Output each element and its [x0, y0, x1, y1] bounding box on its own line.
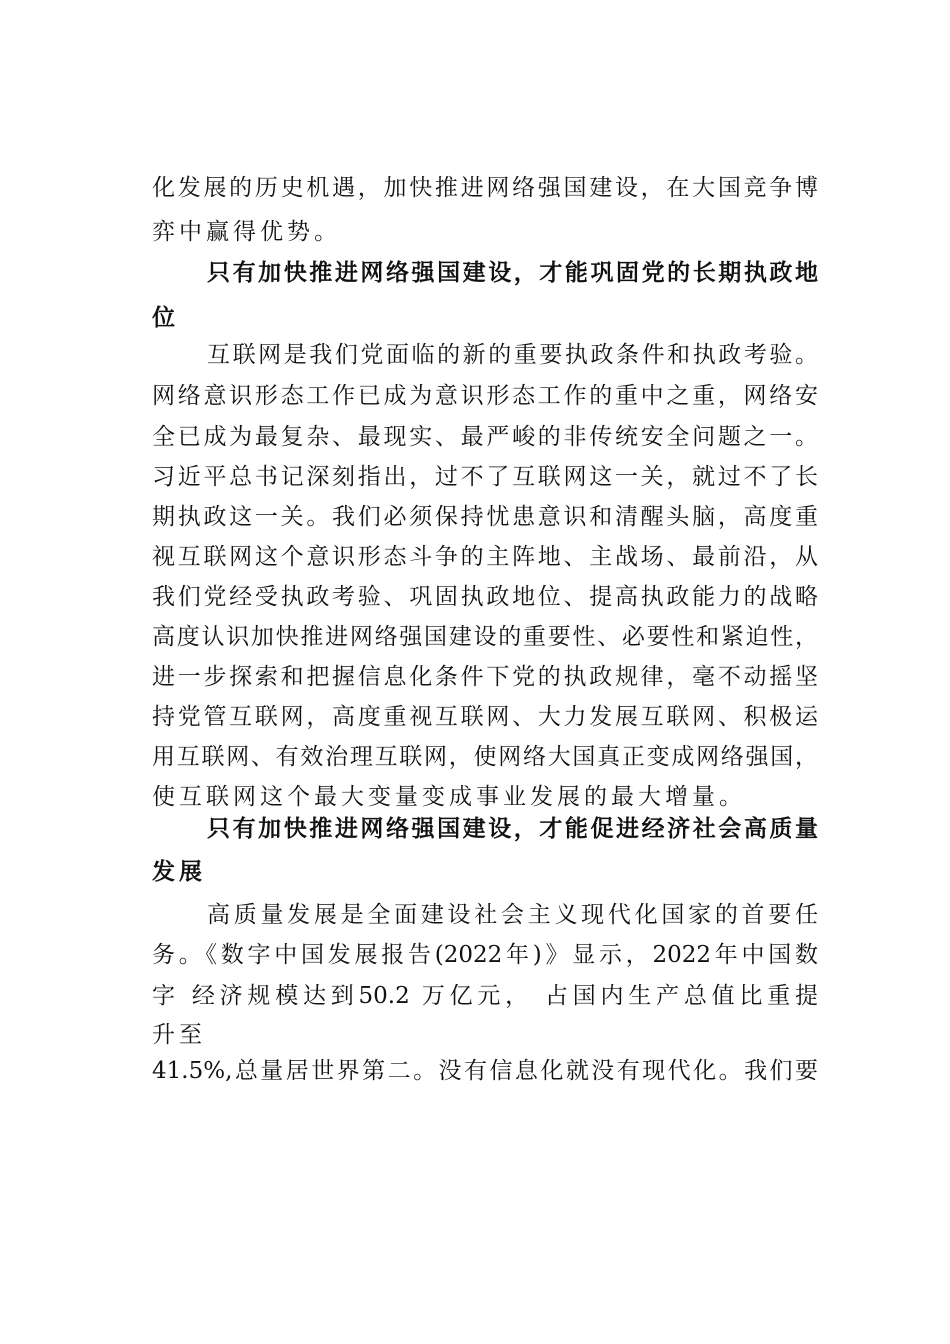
body-text-line: 化发展的历史机遇，加快推进网络强国建设，在大国竞争博: [152, 175, 818, 201]
body-text-line: 我们党经受执政考验、巩固执政地位、提高执政能力的战略: [152, 584, 818, 610]
body-text-line: 41.5%,总量居世界第二。没有信息化就没有现代化。我们要: [152, 1058, 818, 1084]
body-text-line: 用互联网、有效治理互联网，使网络大国真正变成网络强国，: [152, 744, 818, 770]
section-heading: 发展: [152, 859, 206, 885]
body-text-line: 升至: [152, 1022, 206, 1048]
body-text-line: 视互联网这个意识形态斗争的主阵地、主战场、最前沿，从: [152, 544, 818, 570]
body-text-line: 习近平总书记深刻指出，过不了互联网这一关，就过不了长: [152, 464, 818, 490]
body-text-line: 务。《数字中国发展报告(2022年)》显示，2022年中国数: [152, 942, 818, 968]
body-text-line: 互联网是我们党面临的新的重要执政条件和执政考验。: [207, 342, 818, 368]
body-text-line: 字 经济规模达到50.2 万亿元， 占国内生产总值比重提: [152, 983, 818, 1009]
body-text-line: 高度认识加快推进网络强国建设的重要性、必要性和紧迫性，: [152, 624, 818, 650]
section-heading: 只有加快推进网络强国建设，才能巩固党的长期执政地: [207, 260, 818, 286]
body-text-line: 网络意识形态工作已成为意识形态工作的重中之重，网络安: [152, 383, 818, 409]
section-heading: 位: [152, 305, 179, 331]
body-text-line: 全已成为最复杂、最现实、最严峻的非传统安全问题之一。: [152, 424, 818, 450]
section-heading: 只有加快推进网络强国建设，才能促进经济社会高质量: [207, 816, 818, 842]
body-text-line: 进一步探索和把握信息化条件下党的执政规律，毫不动摇坚: [152, 664, 818, 690]
body-text-line: 高质量发展是全面建设社会主义现代化国家的首要任: [207, 902, 818, 928]
body-text-line: 使互联网这个最大变量变成事业发展的最大增量。: [152, 784, 746, 810]
body-text-line: 持党管互联网，高度重视互联网、大力发展互联网、积极运: [152, 704, 818, 730]
body-text-line: 弈中赢得优势。: [152, 219, 341, 245]
body-text-line: 期执政这一关。我们必须保持忧患意识和清醒头脑，高度重: [152, 504, 818, 530]
